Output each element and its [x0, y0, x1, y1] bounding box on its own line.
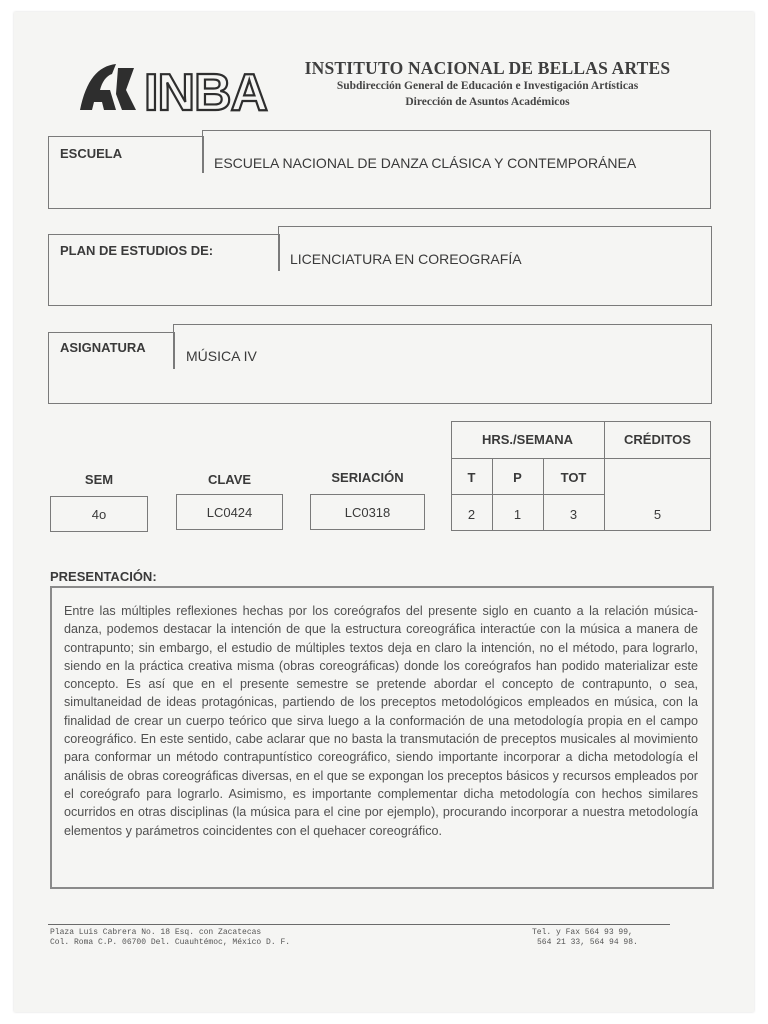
- plan-label: PLAN DE ESTUDIOS DE:: [60, 243, 214, 258]
- p-value: 1: [513, 507, 522, 522]
- presentacion-label: PRESENTACIÓN:: [50, 569, 157, 584]
- footer-phone-1: Tel. y Fax 564 93 99,: [532, 928, 633, 937]
- p-header: P: [513, 470, 522, 485]
- footer-phone-2: 564 21 33, 564 94 98.: [537, 938, 638, 947]
- institute-title: INSTITUTO NACIONAL DE BELLAS ARTES: [304, 58, 671, 78]
- creditos-value: 5: [653, 507, 662, 522]
- t-value: 2: [467, 507, 476, 522]
- t-header: T: [467, 470, 476, 485]
- footer-address-2: Col. Roma C.P. 06700 Del. Cuauhtémoc, México D. F.: [50, 938, 291, 947]
- tot-value: 3: [569, 507, 578, 522]
- seriacion-header: SERIACIÓN: [331, 470, 404, 485]
- escuela-value: ESCUELA NACIONAL DE DANZA CLÁSICA Y CONTEMPORÁNEA: [214, 155, 637, 171]
- footer-rule: [48, 924, 670, 925]
- escuela-field-lower: [48, 172, 711, 209]
- asignatura-value: MÚSICA IV: [186, 348, 257, 364]
- plan-field-lower: [48, 270, 712, 306]
- asignatura-label: ASIGNATURA: [60, 340, 146, 355]
- subdirection-line: Subdirección General de Educación e Investigación Artísticas: [336, 80, 639, 92]
- clave-header: CLAVE: [207, 472, 252, 487]
- inba-logo: [76, 60, 276, 116]
- creditos-grid-h: [604, 458, 711, 459]
- footer-address-1: Plaza Luis Cabrera No. 18 Esq. con Zacatecas: [50, 928, 262, 937]
- clave-value: LC0424: [176, 494, 283, 530]
- sem-value: 4o: [50, 496, 148, 532]
- asignatura-field-lower: [48, 368, 712, 404]
- presentacion-text: Entre las múltiples reflexiones hechas por los coreógrafos del presente siglo en cuanto a la relación música-danza, podemos destacar la intención de que la estructura coreográfica interactúe con la música a manera de contrapunto; sin embargo, el estudio de múltiples textos deja en claro la intención, no el método, para lograrlo, siendo en la práctica creativa misma (obras coreográficas) donde los coreógrafos han podido materializar este concepto. Es así que en el presente semestre se pretende abordar el concepto de contrapunto, o sea, simultaneidad de ideas protagónicas, partiendo de los preceptos metodológicos empleados en música, con la finalidad de crear un cuerpo teórico que sirva luego a la conformación de una metodología propia en el campo coreográfico. En este sentido, cabe aclarar que no basta la transmutación de preceptos musicales al movimiento para conformar un método contrapuntístico coreográfico, siendo importante incorporar a dicha metodología el análisis de obras coreográficas diversas, en el que se expongan los preceptos básicos y recursos empleados por el coreógrafo para lograrlo. Asimismo, es importante complementar dicha metodología con hechos similares ocurridos en otras disciplinas (la música para el cine por ejemplo), procurando incorporar a nuestra metodología elementos y parámetros coincidentes con el quehacer coreográfico.: [50, 586, 714, 889]
- inba-logo-text: INBA: [144, 64, 268, 116]
- hours-grid-h2: [451, 494, 604, 495]
- plan-value: LICENCIATURA EN COREOGRAFÍA: [290, 251, 522, 267]
- seriacion-value: LC0318: [310, 494, 425, 530]
- escuela-label: ESCUELA: [60, 146, 123, 161]
- sem-header: SEM: [84, 472, 114, 487]
- hrs-semana-header: HRS./SEMANA: [481, 432, 573, 447]
- hours-grid-h1: [451, 458, 604, 459]
- direction-line: Dirección de Asuntos Académicos: [405, 96, 570, 108]
- tot-header: TOT: [560, 470, 587, 485]
- creditos-header: CRÉDITOS: [624, 432, 691, 447]
